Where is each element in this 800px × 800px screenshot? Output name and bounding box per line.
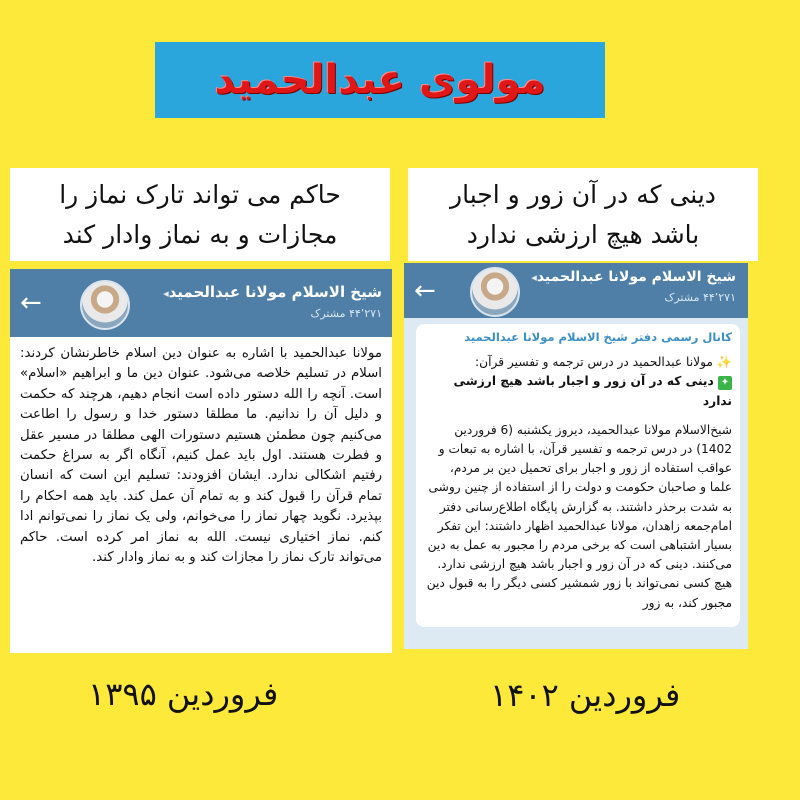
message-headline: ✦ دینی که در آن زور و اجبار باشد هیچ ارزشی ندارد: [453, 374, 732, 408]
channel-info[interactable]: [522, 269, 736, 304]
date-label-left: فروردین ۱۳۹۵: [88, 675, 279, 713]
right-telegram-screenshot: [404, 263, 748, 649]
avatar[interactable]: [80, 280, 130, 330]
left-telegram-screenshot: [10, 269, 392, 653]
avatar[interactable]: [470, 267, 520, 317]
sparkle-icon: ✨: [716, 355, 732, 370]
back-arrow-icon[interactable]: ←: [414, 275, 436, 306]
title-banner: [155, 42, 605, 118]
channel-header: [404, 263, 748, 318]
check-icon: ✦: [718, 376, 732, 390]
channel-name: شیخ الاسلام مولانا عبدالحمید◂: [163, 283, 382, 301]
caption-right-line-1: دینی که در آن زور و اجبار: [450, 179, 716, 209]
date-label-right: فروردین ۱۴۰۲: [490, 676, 681, 714]
caption-left-line-2: مجازات و به نماز وادار کند: [62, 219, 338, 249]
caption-left-line-1: حاکم می تواند تارک نماز را: [59, 179, 341, 209]
caption-right-line-2: باشد هیچ ارزشی ندارد: [466, 219, 700, 249]
back-arrow-icon[interactable]: ←: [20, 288, 42, 318]
channel-header: [10, 269, 392, 337]
message-text: مولانا عبدالحمید با اشاره به عنوان دین اسلام خاطرنشان کردند: اسلام در تسلیم خلاصه می‌شود. عنوان دین ما و ابراهیم «اسلام» است. آنچه را الله دستور داده است انجام دهیم، هرچند که حکمت و دلیل آن را ندانیم. ما مطلقا دستور خدا و رسول را اطاعت می‌کنیم چون مطمئن هستیم دستورات الهی مطلقا در مسیر عقل و فطرت هستند. اول باید عمل کنیم، آنگاه اگر به سراغ حکمت رفتیم اشکالی ندارد. ایشان افزودند: تسلیم این است که انسان تمام قرآن را قبول کند و به تمام آن عمل کند. باید همه احکام را بپذیرد. نگوید چهار نماز را می‌خوانم، ولی یک نماز را نمی‌توانم ادا کنم. نماز اختیاری نیست. الله به نماز امر کرده است. حاکم می‌تواند تارک نماز را مجازات کند و به نماز وادار کند.: [20, 346, 382, 566]
subscriber-count: ۴۴٬۲۷۱ مشترک: [310, 307, 382, 320]
message-bubble: [416, 324, 740, 627]
channel-name: شیخ الاسلام مولانا عبدالحمید◂: [531, 269, 736, 285]
caption-right: [408, 168, 758, 261]
message-sender[interactable]: کانال رسمی دفتر شیخ الاسلام مولانا عبدالحمید: [464, 330, 732, 344]
caption-left: [10, 168, 390, 261]
channel-info[interactable]: [135, 283, 382, 320]
message-paragraph: شیخ‌الاسلام مولانا عبدالحمید، دیروز یکشنبه (6 فروردین 1402) در درس ترجمه و تفسیر قرآن، با اشاره به تبعات و عواقب استفاده از زور و اجبار برای تحمیل دین بر مردم، علما و صاحبان حکومت و دولت را از استفاده از چنین روشی به شدت برحذر داشتند. به گزارش پایگاه اطلاع‌رسانی دفتر امام‌جمعه زاهدان، مولانا عبدالحمید اظهار داشتند: این تفکر بسیار اشتباهی است که برخی مردم را مجبور به عمل به دین می‌کنند. دینی که در آن زور و اجبار باشد هیچ ارزشی ندارد. هیچ کسی نمی‌تواند با زور شمشیر کسی دیگر را به قبول دین مجبور کند، به زور: [426, 422, 732, 610]
subscriber-count: ۴۴٬۲۷۱ مشترک: [664, 291, 736, 304]
mute-icon: ◂: [163, 287, 169, 300]
mute-icon: ◂: [531, 271, 537, 284]
message-intro: ✨ مولانا عبدالحمید در درس ترجمه و تفسیر قرآن:: [475, 355, 732, 370]
page-title: مولوی عبدالحمید: [214, 57, 546, 103]
